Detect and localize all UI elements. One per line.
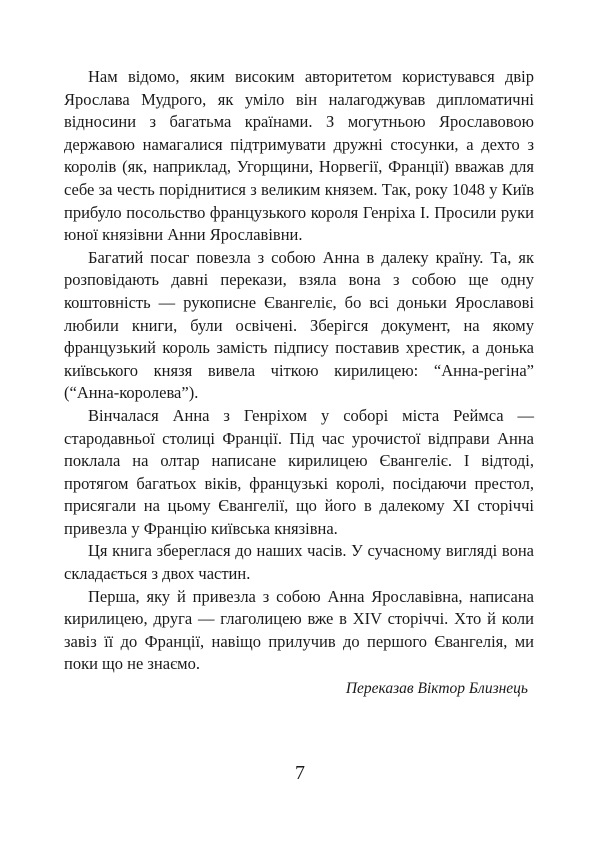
paragraph-5: Перша, яку й привезла з собою Анна Ярославівна, написана кирилицею, друга — глаголицею вже в XIV сторіччі. Хто й коли завіз її до Франції, навіщо прилучив до першого Євангелія, ми поки що не знаємо.: [64, 586, 534, 674]
page-number: 7: [295, 762, 305, 784]
paragraph-4: Ця книга збереглася до наших часів. У сучасному вигляді вона складається з двох частин.: [64, 541, 534, 584]
paragraph-2: Багатий посаг повезла з собою Анна в далеку країну. Та, як розповідають давні перекази, взяла вона з собою ще одну коштовність — рукописне Євангеліє, бо всі доньки Ярославові любили книги, були освічені. Зберігся документ, на якому французький король замість підпису поставив хрестик, а донька київського князя вивела чіткою кирилицею: “Анна-регіна” (“Анна-королева”).: [64, 247, 534, 403]
paragraph-3: Вінчалася Анна з Генріхом у соборі міста Реймса — стародавньої столиці Франції. Під час урочистої відправи Анна поклала на олтар написане кирилицею Євангеліє. І відтоді, протягом багатьох віків, французькі королі, посідаючи престол, присягали на цьому Євангелії, що його в далекому XI сторіччі привезла у Францію київська князівна.: [64, 405, 534, 538]
author-signature: Переказав Віктор Близнець: [345, 680, 528, 698]
paragraph-1: Нам відомо, яким високим авторитетом користувався двір Ярослава Мудрого, як уміло він налагоджував дипломатичні відносини з багатьма країнами. З могутньою Ярославовою державою намагалися підтримувати дружні стосунки, а дехто з королів (як, наприклад, Угорщини, Норвегії, Франції) вважав для себе за честь поріднитися з великим князем. Так, року 1048 у Київ прибуло посольство французького короля Генріха I. Просили руки юної князівни Анни Ярославівни.: [64, 67, 534, 245]
text-page: [64, 66, 534, 701]
